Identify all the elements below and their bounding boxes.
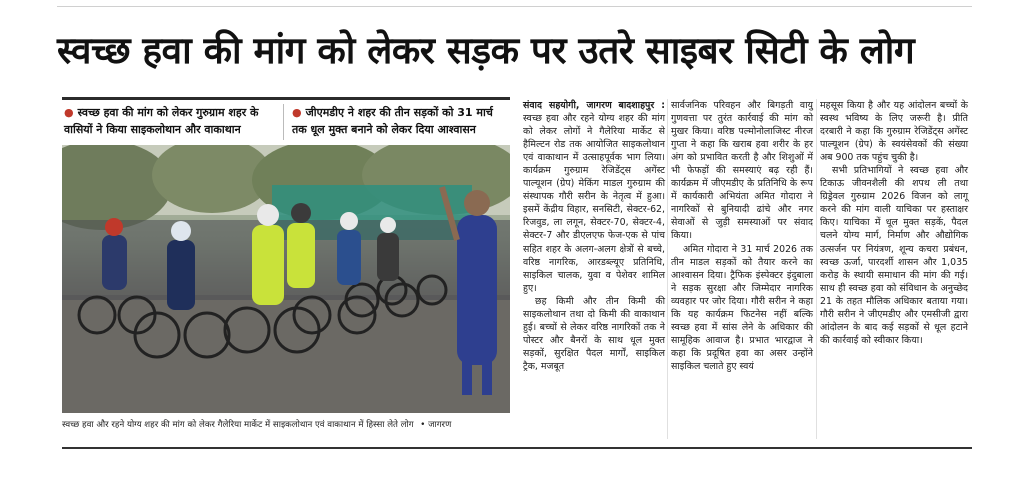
- bullet-icon: ●: [64, 106, 74, 119]
- article-paragraph: सभी प्रतिभागियों ने स्वच्छ हवा और टिकाऊ जीवनशैली की शपथ ली तथा ग्रिड्रेवल गुरुग्राम 2026 विजन को लागू करने की मांग वाली याचिका पर हस्ताक्षर किए। याचिका में धूल मुक्त सड़कें, पैदल चलने योग्य मार्ग, निर्माण और औद्योगिक उत्सर्जन पर नियंत्रण, शून्य कचरा प्रबंधन, स्वच्छ ऊर्जा, पारदर्शी शासन और 1,035 करोड़ के स्थायी समाधान की मांग की गई। साथ ही स्वच्छ हवा को संविधान के अनुच्छेद 21 के तहत मौलिक अधिकार बताया गया। गौरी सरीन ने जीएमडीए और एमसीजी द्वारा आंदोलन के बाद कई सड़कों से धूल हटाने की कार्रवाई को स्वीकार किया।: [820, 165, 968, 346]
- article-paragraph: सार्वजनिक परिवहन और बिगड़ती वायु गुणवत्ता पर तुरंत कार्रवाई की मांग को मुखर किया। वरिष्ठ पल्मोनोलाजिस्ट नीरज गुप्ता ने कहा कि खराब हवा शरीर के हर अंग को प्रभावित करती है और शिशुओं में भी फेफड़ों की समस्याएं बढ़ रही हैं। कार्यक्रम में जीएमडीए के प्रतिनिधि के रूप में कार्यकारी अभियंता अमित गोदारा ने नागरिकों से बुनियादी ढांचे और नगर सेवाओं से जुड़ी समस्याओं पर संवाद किया।: [671, 100, 813, 242]
- subhead-text: जीएमडीए ने शहर की तीन सड़कों को 31 मार्च तक धूल मुक्त बनाने को लेकर दिया आश्वासन: [292, 106, 493, 136]
- article-paragraph: [523, 99, 665, 295]
- subhead-right: [292, 104, 502, 138]
- article-column-3: [820, 99, 968, 347]
- subhead-divider: [283, 104, 284, 140]
- subhead-bar: [62, 97, 510, 100]
- page-title: स्वच्छ हवा की मांग को लेकर सड़क पर उतरे साइबर सिटी के लोग: [57, 29, 915, 72]
- news-photo: [62, 145, 510, 413]
- subhead-left: [64, 104, 274, 138]
- caption-text: स्वच्छ हवा और रहने योग्य शहर की मांग को लेकर गैलेरिया मार्केट में साइकलोथान एवं वाकाथान में हिस्सा लेते लोग: [62, 420, 414, 430]
- column-rule: [667, 99, 668, 439]
- credit-text: जागरण: [428, 420, 452, 430]
- column-rule: [816, 99, 817, 439]
- article-column-1: [523, 99, 665, 373]
- top-rule: [57, 6, 972, 7]
- bullet-icon: ●: [292, 106, 302, 119]
- byline: संवाद सहयोगी, जागरण: [523, 100, 612, 111]
- article-column-2: [671, 99, 813, 373]
- cyclists-photo-illustration: [62, 145, 510, 413]
- article-paragraph: छह किमी और तीन किमी की साइकलोथान तथा दो किमी की वाकाथान हुई। बच्चों से लेकर वरिष्ठ नागरिकों तक ने पोस्टर और बैनरों के साथ धूल मुक्त सड़कों, सुरक्षित पैदल मार्गों, साइकिल ट्रैक, मजबूत: [523, 295, 665, 372]
- photo-credit: • जागरण: [420, 420, 452, 430]
- subhead-text: स्वच्छ हवा की मांग को लेकर गुरुग्राम शहर के वासियों ने किया साइकलोथान और वाकाथान: [64, 106, 259, 136]
- paragraph-text: स्वच्छ हवा और रहने योग्य शहर की मांग को लेकर लोगों ने गैलेरिया मार्केट से हैमिल्टन रोड तक आयोजित साइकलोथान एवं वाकाथान में उत्साहपूर्वक भाग लिया। कार्यक्रम गुरुग्राम रेजिडेंट्स अगेंस्ट पाल्यूशन (ग्रेप) मेकिंग माडल गुरुग्राम की संस्थापक गौरी सरीन के नेतृत्व में हुआ। इसमें केंद्रीय विहार, सनसिटी, सेक्टर-62, रिजवुड, ला लगून, सेक्टर-70, सेक्टर-4, सेक्टर-7 और डीएलएफ फेज-एक से पांच सहित शहर के अलग-अलग क्षेत्रों से बच्चे, वरिष्ठ नागरिक, आरडब्ल्यूए प्रतिनिधि, साइकिल चालक, युवा व पेशेवर शामिल हुए।: [523, 113, 665, 294]
- article-paragraph: अमित गोदारा ने 31 मार्च 2026 तक तीन माडल सड़कों को तैयार करने का आश्वासन दिया। ट्रैफिक इंस्पेक्टर इंदुबाला ने सड़क सुरक्षा और जिम्मेदार नागरिक व्यवहार पर जोर दिया। गौरी सरीन ने कहा कि यह कार्यक्रम फिटनेस नहीं बल्कि स्वच्छ हवा में सांस लेने के अधिकार की सामूहिक आवाज है। प्रभात भारद्वाज ने कहा कि प्रदूषित हवा का असर उन्होंने साइकिल चलाते हुए स्वयं: [671, 243, 813, 372]
- crowd: [62, 220, 510, 300]
- article-paragraph: महसूस किया है और यह आंदोलन बच्चों के स्वस्थ भविष्य के लिए जरूरी है। प्रीति दरबारी ने कहा कि गुरुग्राम रेजिडेंट्स अगेंस्ट पाल्यूशन (ग्रेप) के स्वयंसेवकों की संख्या अब 900 तक पहुंच चुकी है।: [820, 100, 968, 164]
- bottom-rule: [62, 447, 972, 449]
- dateline: बादशाहपुर :: [618, 100, 665, 111]
- photo-caption: [62, 419, 510, 432]
